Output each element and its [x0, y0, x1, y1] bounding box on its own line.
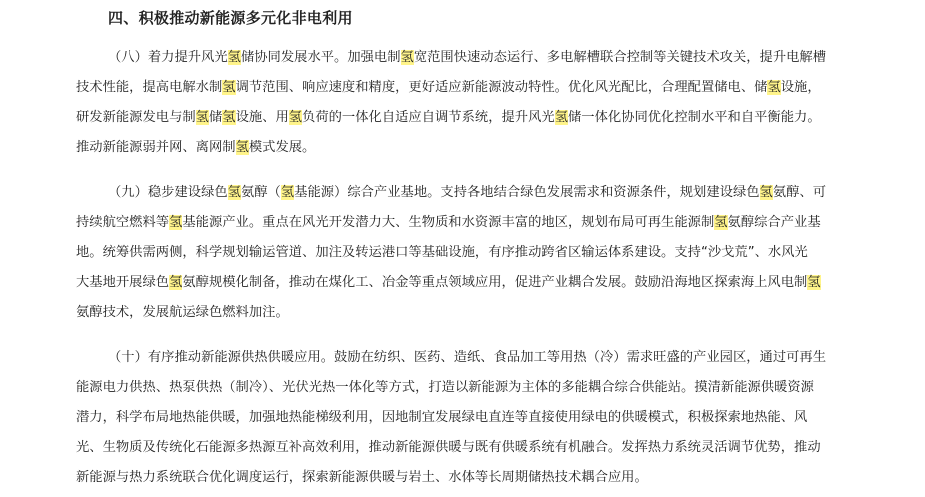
text-line [76, 298, 866, 328]
text-segment: 基能源）综合产业基地。支持各地结合绿色发展需求和资源条件，规划建设绿色 [294, 185, 760, 200]
text-segment: 推动新能源弱并网、离网制 [76, 140, 236, 155]
text-line [76, 208, 866, 238]
highlighted-term: 氢 [195, 110, 209, 125]
text-segment: 氨醇（ [240, 185, 281, 200]
text-segment: 模式发展。 [248, 140, 316, 155]
highlighted-term: 氢 [227, 185, 241, 200]
text-line [76, 238, 866, 268]
highlighted-term: 氢 [222, 80, 236, 95]
text-line [76, 43, 866, 73]
highlighted-term: 氢 [169, 215, 183, 230]
highlighted-term: 氢 [554, 110, 568, 125]
text-segment: 储协同发展水平。加强电制 [240, 50, 401, 65]
highlighted-term: 氢 [400, 50, 414, 65]
text-line [76, 133, 866, 163]
text-line [76, 268, 866, 298]
highlighted-term: 氢 [767, 80, 781, 95]
highlighted-term: 氢 [235, 140, 249, 155]
text-segment: 氨醇综合产业基 [727, 215, 821, 230]
text-line [76, 403, 866, 433]
text-segment: 技术性能，提高电解水制 [76, 80, 223, 95]
text-segment: 调节范围、响应速度和精度，更好适应新能源波动特性。优化风光配比，合理配置储电、储 [235, 80, 768, 95]
highlighted-term: 氢 [227, 50, 241, 65]
text-segment: 研发新能源发电与制 [76, 110, 196, 125]
highlighted-term: 氢 [169, 275, 183, 290]
text-segment: 光、生物质及传统化石能源多热源互补高效利用，推动新能源供暖与既有供暖系统有机融合。发挥热力系统灵活调节优势，推动 [76, 440, 821, 455]
text-segment: 新能源与热力系统联合优化调度运行，探索新能源供暖与岩土、水体等长周期储热技术耦合应用。 [76, 470, 648, 485]
text-segment: 储 [208, 110, 223, 125]
text-segment: 地。统筹供需两侧，科学规划输运管道、加注及转运港口等基础设施，有序推动跨省区输运体系建设。支持“沙戈荒”、水风光 [76, 245, 808, 260]
text-line [76, 373, 866, 403]
paragraph-10 [76, 343, 866, 493]
text-line [76, 343, 866, 373]
text-segment: 氨醇规模化制备，推动在煤化工、冶金等重点领域应用，促进产业耦合发展。鼓励沿海地区探索海上风电制 [182, 275, 808, 290]
paragraph-9 [76, 178, 866, 328]
text-segment: （十）有序推动新能源供热供暖应用。鼓励在纺织、医药、造纸、食品加工等用热（冷）需求旺盛的产业园区，通过可再生 [108, 350, 827, 365]
text-line [76, 103, 866, 133]
text-segment: 宽范围快速动态运行、多电解槽联合控制等关键技术攻关，提升电解槽 [413, 50, 827, 65]
highlighted-term: 氢 [222, 110, 236, 125]
text-segment: 能源电力供热、热泵供热（制冷）、光伏光热一体化等方式，打造以新能源为主体的多能耦合综合供能站。摸清新能源供暖资源 [76, 380, 814, 395]
text-line [76, 178, 866, 208]
text-segment: 大基地开展绿色 [76, 275, 170, 290]
text-segment: 潜力，科学布局地热能供暖，加强地热能梯级利用，因地制宜发展绿电直连等直接使用绿电的供暖模式，积极探索地热能、风 [76, 410, 808, 425]
text-segment: （八）着力提升风光 [108, 50, 228, 65]
text-segment: 基能源产业。重点在风光开发潜力大、生物质和水资源丰富的地区，规划布局可再生能源制 [182, 215, 715, 230]
text-segment: 设施、用 [235, 110, 289, 125]
highlighted-term: 氢 [759, 185, 773, 200]
text-segment: 负荷的一体化自适应自调节系统，提升风光 [302, 110, 555, 125]
text-segment: （九）稳步建设绿色 [108, 185, 228, 200]
text-segment: 设施， [780, 80, 821, 95]
text-line [76, 463, 866, 493]
text-segment: 持续航空燃料等 [76, 215, 170, 230]
section-heading: 四、积极推动新能源多元化非电利用 [108, 9, 353, 27]
highlighted-term: 氢 [807, 275, 821, 290]
text-line [76, 433, 866, 463]
highlighted-term: 氢 [288, 110, 303, 125]
text-segment: 氨醇技术，发展航运绿色燃料加注。 [76, 305, 289, 320]
text-segment: 储一体化协同优化控制水平和自平衡能力。 [567, 110, 821, 125]
highlighted-term: 氢 [714, 215, 728, 230]
highlighted-term: 氢 [280, 185, 295, 200]
text-line [76, 73, 866, 103]
paragraph-8 [76, 43, 866, 163]
text-segment: 氨醇、可 [772, 185, 827, 200]
